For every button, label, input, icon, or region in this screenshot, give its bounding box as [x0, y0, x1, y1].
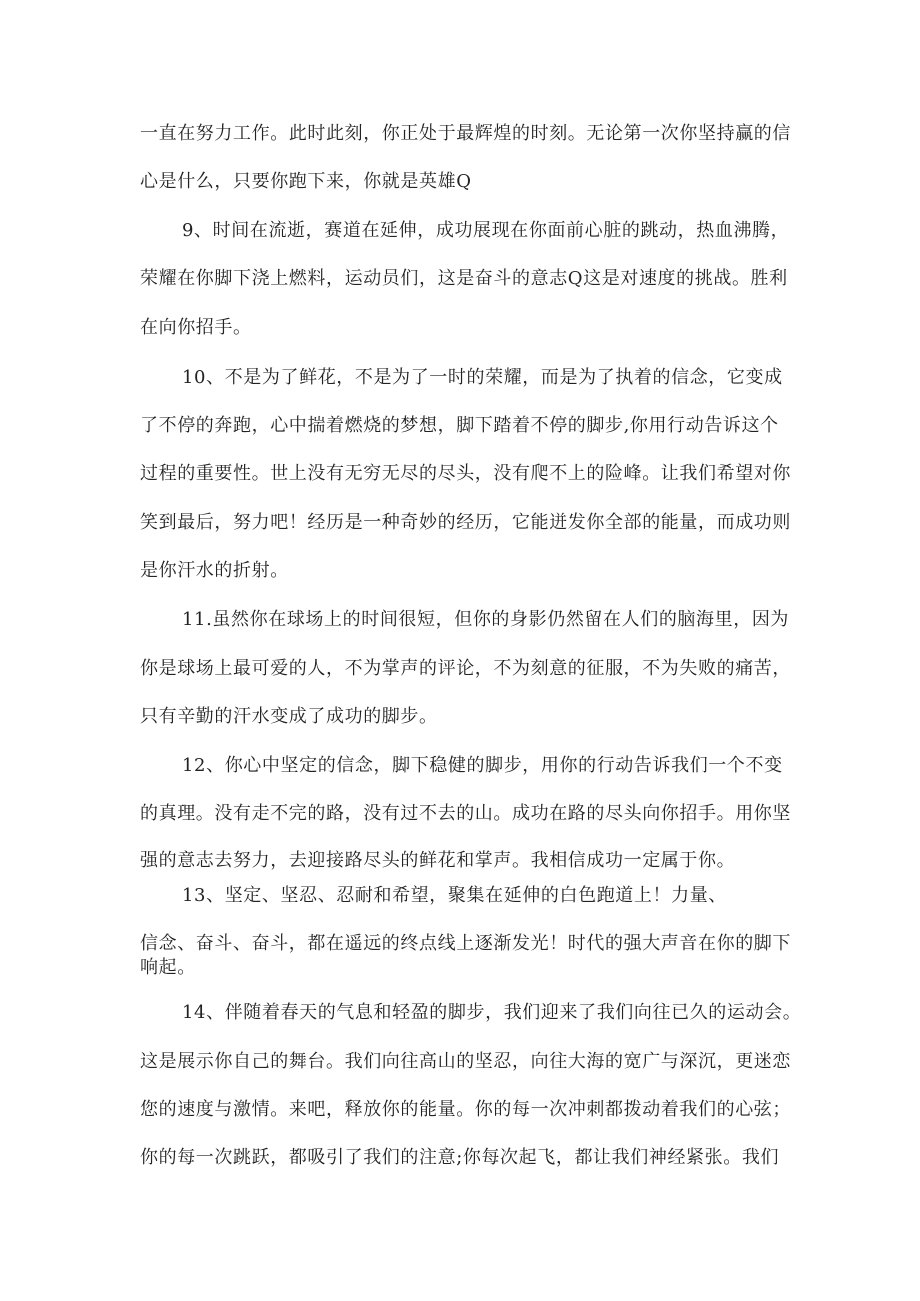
- text-line: 是你汗水的折射。: [140, 560, 289, 581]
- text-line: 笑到最后，努力吧！经历是一种奇妙的经历，它能迸发你全部的能量，而成功则: [140, 512, 791, 533]
- paragraph-start-13: 13、坚定、坚忍、忍耐和希望，聚集在延伸的白色跑道上！力量、: [182, 885, 727, 906]
- text-line: 的真理。没有走不完的路，没有过不去的山。成功在路的尽头向你招手。用你坚: [140, 803, 791, 824]
- text-line: 响起。: [140, 957, 196, 978]
- text-line: 在向你招手。: [140, 317, 252, 338]
- text-line: 只有辛勤的汗水变成了成功的脚步。: [140, 706, 438, 727]
- paragraph-start-11: 11.虽然你在球场上的时间很短，但你的身影仍然留在人们的脑海里，因为: [182, 609, 790, 630]
- paragraph-start-12: 12、你心中坚定的信念，脚下稳健的脚步，用你的行动告诉我们一个不变: [182, 755, 783, 776]
- paragraph-start-9: 9、时间在流逝，赛道在延伸，成功展现在你面前心脏的跳动，热血沸腾，: [182, 220, 790, 241]
- text-line: 你是球场上最可爱的人，不为掌声的评论，不为刻意的征服，不为失败的痛苦，: [140, 658, 791, 679]
- text-line: 强的意志去努力，去迎接路尽头的鲜花和掌声。我相信成功一定属于你。: [140, 850, 736, 871]
- text-line: 心是什么，只要你跑下来，你就是英雄Q: [140, 171, 472, 192]
- text-line: 这是展示你自己的舞台。我们向往高山的坚忍，向往大海的宽广与深沉，更迷恋: [140, 1051, 791, 1072]
- text-line: 了不停的奔跑，心中揣着燃烧的梦想，脚下踏着不停的脚步,你用行动告诉这个: [140, 415, 779, 436]
- text-line: 一直在努力工作。此时此刻，你正处于最辉煌的时刻。无论第一次你坚持赢的信: [140, 123, 791, 144]
- text-line: 荣耀在你脚下浇上燃料，运动员们，这是奋斗的意志Q这是对速度的挑战。胜利: [140, 268, 788, 289]
- paragraph-start-10: 10、不是为了鲜花，不是为了一时的荣耀，而是为了执着的信念，它变成: [182, 367, 783, 388]
- text-line: 信念、奋斗、奋斗，都在遥远的终点线上逐渐发光！时代的强大声音在你的脚下: [140, 933, 791, 954]
- text-line: 过程的重要性。世上没有无穷无尽的尽头，没有爬不上的险峰。让我们希望对你: [140, 463, 791, 484]
- text-line: 你的每一次跳跃，都吸引了我们的注意;你每次起飞，都让我们神经紧张。我们: [140, 1147, 780, 1168]
- paragraph-start-14: 14、伴随着春天的气息和轻盈的脚步，我们迎来了我们向往已久的运动会。: [182, 1002, 802, 1023]
- text-line: 您的速度与激情。来吧，释放你的能量。你的每一次冲刺都拨动着我们的心弦；: [140, 1099, 791, 1120]
